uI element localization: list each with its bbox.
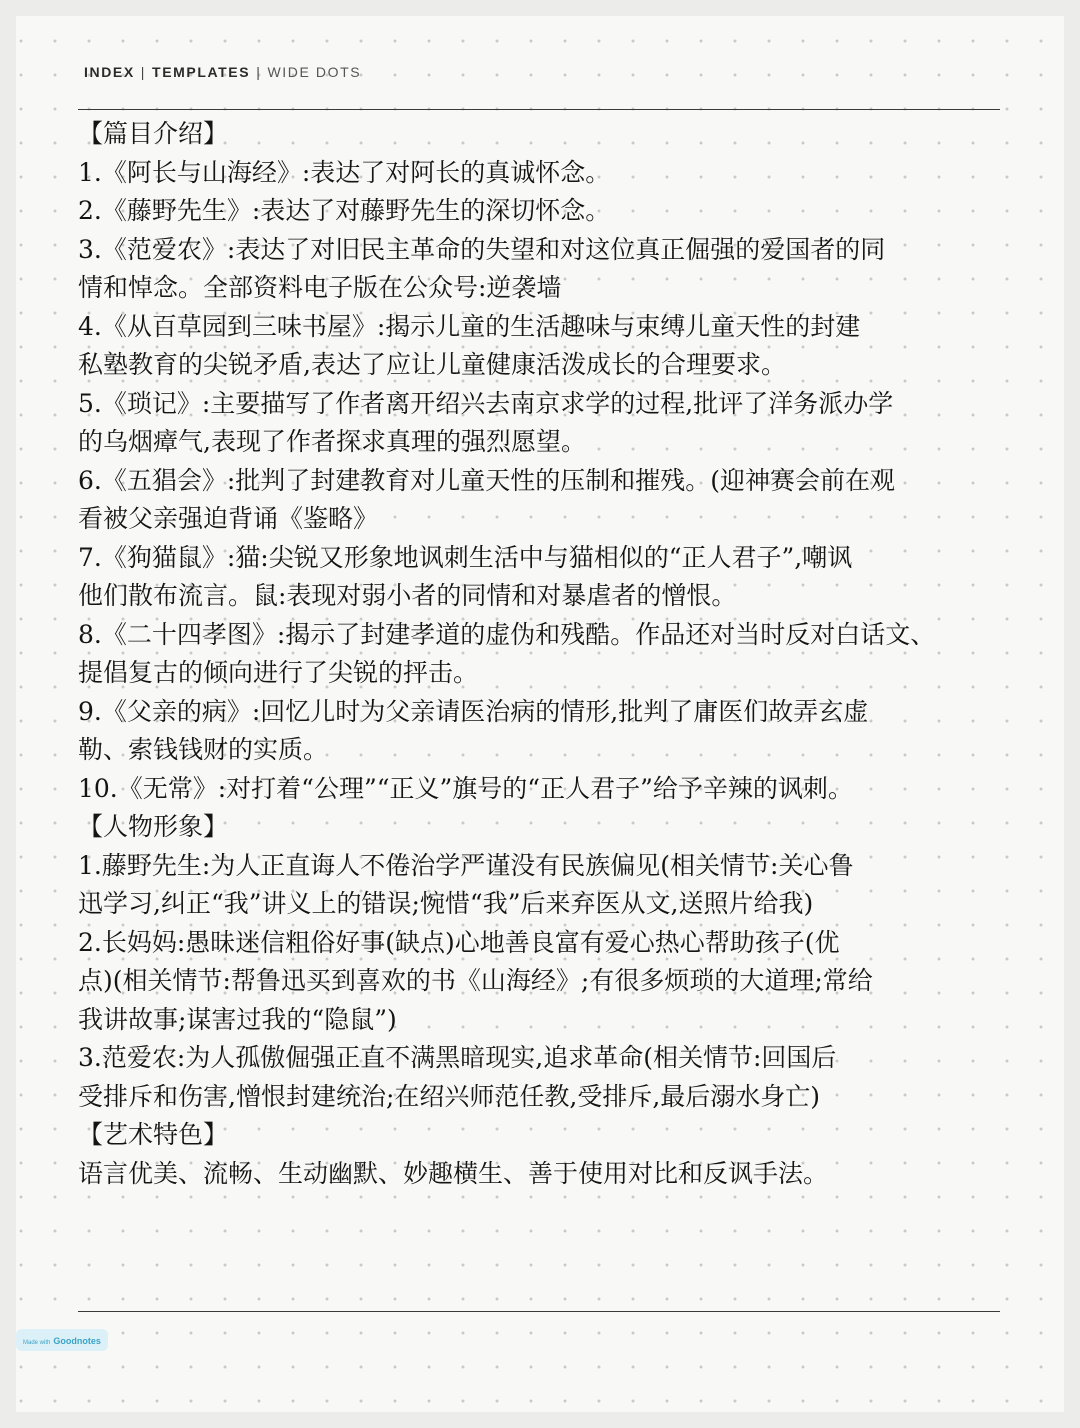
header-templates: TEMPLATES: [152, 64, 251, 80]
note-line: 提倡复古的倾向进行了尖锐的抨击。: [78, 658, 479, 687]
goodnotes-logo: Goodnotes: [53, 1336, 101, 1346]
header-separator: |: [140, 64, 147, 80]
note-line: 3.范爱农:为人孤傲倔强正直不满黑暗现实,追求革命(相关情节:回国后: [78, 1043, 837, 1072]
header-template-name: WIDE DOTS: [267, 64, 362, 80]
note-line: 1.《阿长与山海经》:表达了对阿长的真诚怀念。: [78, 157, 611, 187]
note-line: 5.《琐记》:主要描写了作者离开绍兴去南京求学的过程,批评了洋务派办学: [78, 388, 894, 418]
note-line: 6.《五猖会》:批判了封建教育对儿童天性的压制和摧残。(迎神赛会前在观: [78, 465, 896, 495]
note-line: 的乌烟瘴气,表现了作者探求真理的强烈愿望。: [78, 427, 586, 456]
page-header: [84, 64, 361, 80]
note-line: 情和悼念。全部资料电子版在公众号:逆袭墙: [78, 273, 562, 302]
notebook-page: [16, 16, 1064, 1412]
note-line: 9.《父亲的病》:回忆儿时为父亲请医治病的情形,批判了庸医们故弄玄虚: [78, 696, 869, 726]
header-index: INDEX: [84, 64, 135, 80]
note-line: 3.《范爱农》:表达了对旧民主革命的失望和对这位真正倔强的爱国者的同: [78, 234, 886, 264]
note-line: 10.《无常》:对打着“公理”“正义”旗号的“正人君子”给予辛辣的讽刺。: [78, 773, 853, 803]
note-line: 7.《狗猫鼠》:猫:尖锐又形象地讽刺生活中与猫相似的“正人君子”,嘲讽: [78, 542, 853, 572]
note-line: 【人物形象】: [78, 812, 229, 841]
note-line: 【篇目介绍】: [78, 119, 229, 148]
note-line: 【艺术特色】: [78, 1120, 229, 1149]
note-line: 迅学习,纠正“我”讲义上的错误;惋惜“我”后来弃医从文,送照片给我): [78, 889, 814, 918]
note-line: 4.《从百草园到三味书屋》:揭示儿童的生活趣味与束缚儿童天性的封建: [78, 311, 861, 341]
note-line: 勒、索钱钱财的实质。: [78, 735, 329, 764]
note-line: 他们散布流言。鼠:表现对弱小者的同情和对暴虐者的憎恨。: [78, 581, 737, 610]
note-line: 8.《二十四孝图》:揭示了封建孝道的虚伪和残酷。作品还对当时反对白话文、: [78, 619, 936, 649]
note-line: 1.藤野先生:为人正直诲人不倦治学严谨没有民族偏见(相关情节:关心鲁: [78, 850, 854, 880]
note-line: 2.长妈妈:愚昧迷信粗俗好事(缺点)心地善良富有爱心热心帮助孩子(优: [78, 927, 840, 957]
note-line: 语言优美、流畅、生动幽默、妙趣横生、善于使用对比和反讽手法。: [78, 1158, 829, 1188]
note-line: 私塾教育的尖锐矛盾,表达了应让儿童健康活泼成长的合理要求。: [78, 350, 786, 379]
note-line: 我讲故事;谋害过我的“隐鼠”): [78, 1004, 397, 1034]
handwritten-notes: [78, 115, 1002, 1193]
note-line: 受排斥和伤害,憎恨封建统治;在绍兴师范任教,受排斥,最后溺水身亡): [78, 1081, 821, 1111]
made-with-label: Made with: [23, 1340, 51, 1346]
note-line: 看被父亲强迫背诵《鉴略》: [78, 504, 379, 533]
header-separator: |: [256, 64, 262, 80]
goodnotes-badge: [16, 1329, 108, 1351]
note-line: 2.《藤野先生》:表达了对藤野先生的深切怀念。: [78, 196, 611, 225]
bottom-divider: [78, 1311, 1000, 1312]
note-line: 点)(相关情节:帮鲁迅买到喜欢的书《山海经》;有很多烦琐的大道理;常给: [78, 966, 873, 995]
top-divider: [78, 109, 1000, 110]
